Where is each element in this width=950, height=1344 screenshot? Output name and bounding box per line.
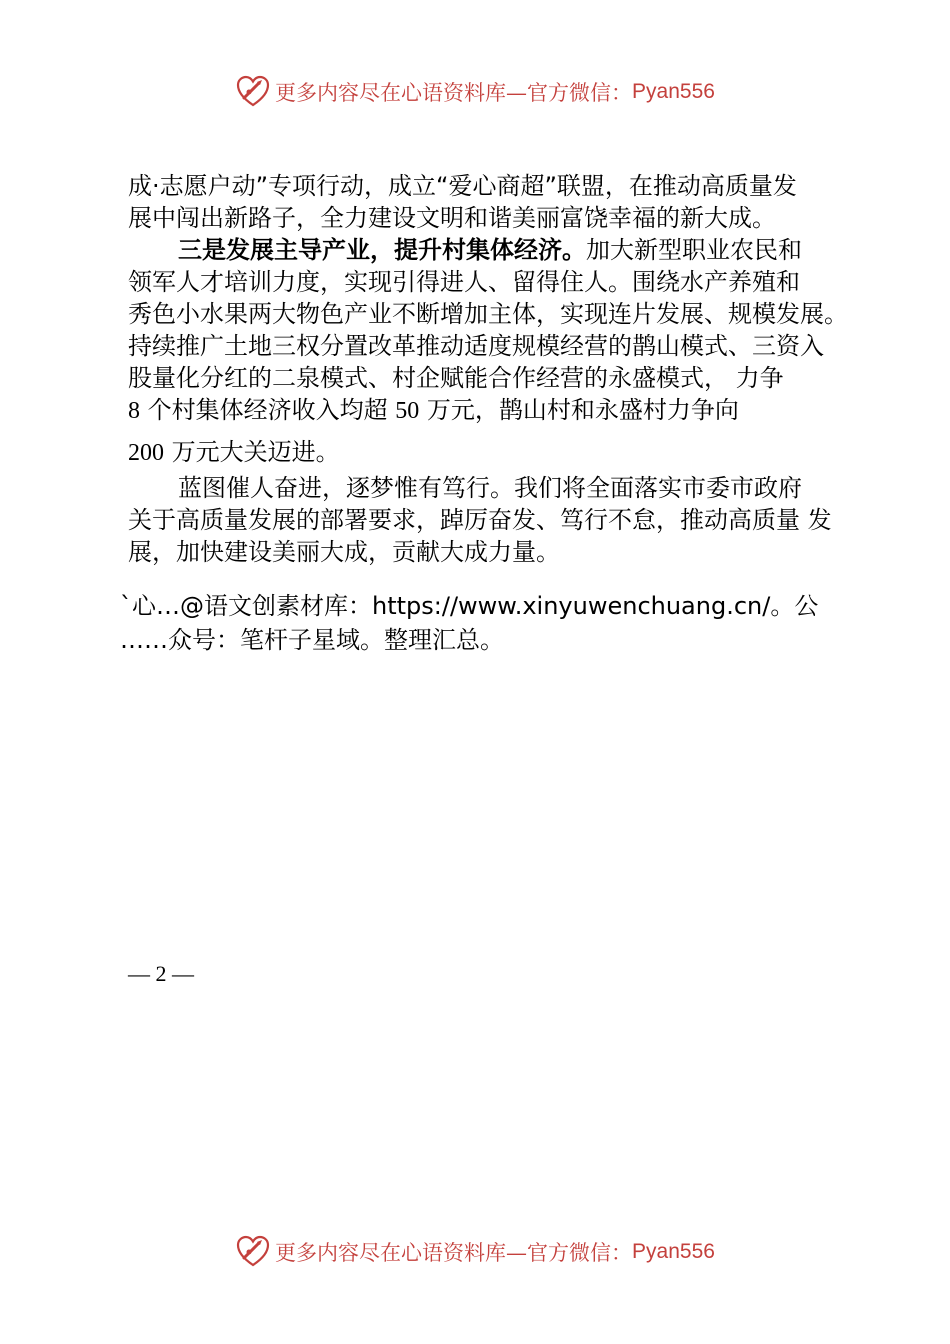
body-line-1: 成·志愿户动”专项行动，成立“爱心商超”联盟，在推动高质量发 [128, 172, 797, 200]
body-line-2: 展中闯出新路子，全力建设文明和谐美丽富饶幸福的新大成。 [128, 204, 776, 232]
body-line-7: 股量化分红的二泉模式、村企赋能合作经营的永盛模式， 力争 [128, 364, 784, 392]
banner-wechat-handle: Pyan556 [632, 1240, 715, 1263]
section-heading-3: 三是发展主导产业，提升村集体经济。 [178, 236, 586, 264]
body-line-3 [178, 234, 802, 266]
source-note-line-1: `心…@语文创素材库：https://www.xinyuwenchuang.cn/。公 [120, 592, 819, 620]
banner-promo-text: 更多内容尽在心语资料库—官方微信： [275, 1241, 633, 1265]
banner-wechat-handle: Pyan556 [632, 80, 715, 103]
heart-pen-logo-icon [235, 1234, 271, 1270]
body-line-8 [128, 394, 739, 427]
header-banner [0, 72, 950, 112]
source-note-line-2: ……众号：笔杆子星域。整理汇总。 [120, 626, 504, 654]
page-number: — 2 — [128, 961, 194, 986]
body-line-4: 领军人才培训力度，实现引得进人、留得住人。围绕水产养殖和 [128, 268, 800, 296]
banner-promo-text: 更多内容尽在心语资料库—官方微信： [275, 81, 633, 105]
body-line-9-text: 万元大关迈进。 [164, 438, 340, 466]
footer-banner [0, 1232, 950, 1272]
body-line-12: 展，加快建设美丽大成，贡献大成力量。 [128, 538, 560, 566]
heart-pen-logo-icon [235, 74, 271, 110]
income-target: 50 [395, 398, 420, 424]
body-line-10: 蓝图催人奋进，逐梦惟有笃行。我们将全面落实市委市政府 [178, 474, 802, 502]
body-line-5: 秀色小水果两大物色产业不断增加主体，实现连片发展、规模发展。 [128, 300, 848, 328]
body-line-8-tail: 万元，鹊山村和永盛村力争向 [419, 396, 739, 424]
body-line-6: 持续推广土地三权分置改革推动适度规模经营的鹊山模式、三资入 [128, 332, 824, 360]
body-line-11: 关于高质量发展的部署要求，踔厉奋发、笃行不怠，推动高质量 发 [128, 506, 832, 534]
body-line-8-text: 个村集体经济收入均超 [140, 396, 396, 424]
body-line-3-rest: 加大新型职业农民和 [586, 236, 802, 264]
body-line-9 [128, 436, 340, 469]
village-count: 8 [128, 398, 140, 424]
income-goal: 200 [128, 440, 164, 466]
